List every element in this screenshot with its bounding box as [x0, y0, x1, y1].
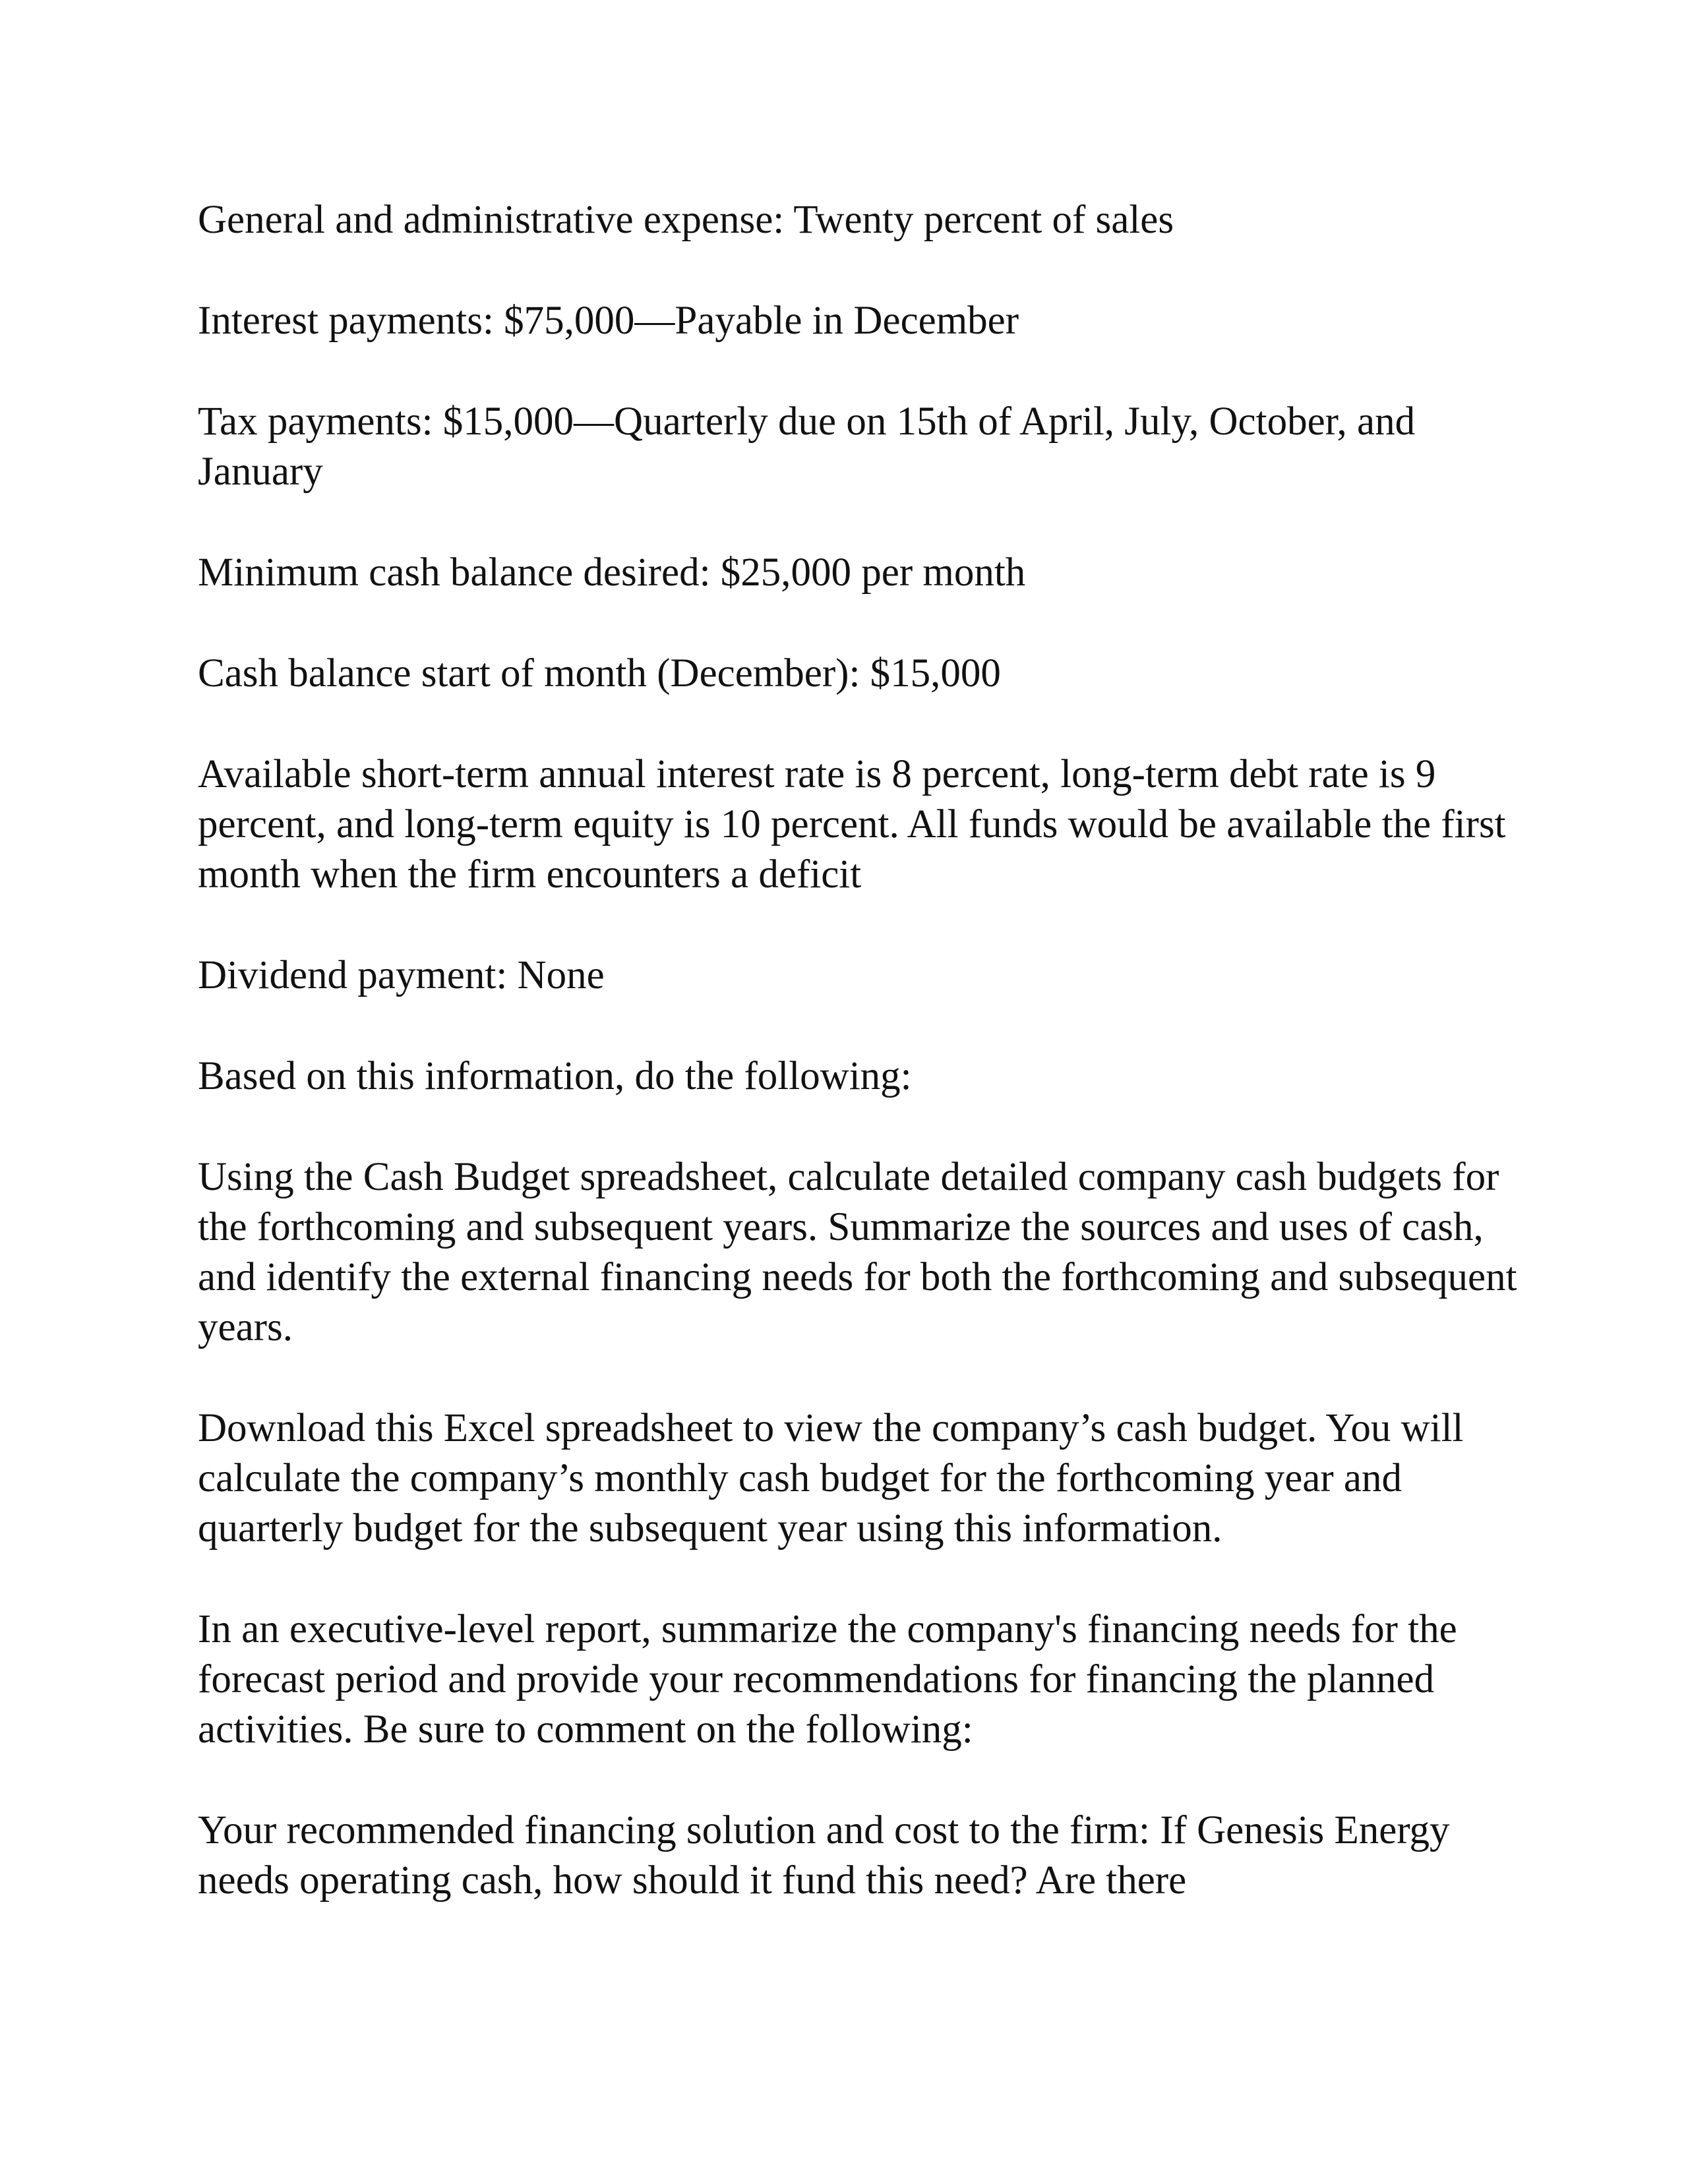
paragraph-interest-rates: Available short-term annual interest rate is 8 percent, long-term debt rate is 9 percent, and long-term equity is 10 percent. All funds would be available the first month when the firm encounters a deficit [198, 752, 1506, 897]
paragraph-interest-payments: Interest payments: $75,000—Payable in December [198, 299, 1019, 343]
paragraph-instructions-intro: Based on this information, do the following: [198, 1054, 912, 1098]
paragraph-financing-solution: Your recommended financing solution and cost to the firm: If Genesis Energy needs operating cash, how should it fund this need? Are there [198, 1808, 1450, 1903]
paragraph-cash-budget-task: Using the Cash Budget spreadsheet, calculate detailed company cash budgets for the forthcoming and subsequent years. Summarize the sources and uses of cash, and identify the external financing needs for both the forthcoming and subsequent years. [198, 1155, 1517, 1349]
paragraph-dividend-payment: Dividend payment: None [198, 953, 605, 997]
paragraph-tax-payments: Tax payments: $15,000—Quarterly due on 15th of April, July, October, and January [198, 399, 1416, 494]
paragraph-minimum-cash-balance: Minimum cash balance desired: $25,000 per month [198, 550, 1026, 595]
paragraph-general-admin-expense: General and administrative expense: Twenty percent of sales [198, 198, 1174, 242]
document-body [198, 195, 1523, 1906]
paragraph-download-spreadsheet: Download this Excel spreadsheet to view the company’s cash budget. You will calculate the company’s monthly cash budget for the forthcoming year and quarterly budget for the subsequent year using this information. [198, 1406, 1464, 1550]
paragraph-cash-balance-start: Cash balance start of month (December): $15,000 [198, 651, 1001, 695]
paragraph-executive-report: In an executive-level report, summarize the company's financing needs for the forecast period and provide your recommendations for financing the planned activities. Be sure to comment on the following: [198, 1607, 1457, 1752]
